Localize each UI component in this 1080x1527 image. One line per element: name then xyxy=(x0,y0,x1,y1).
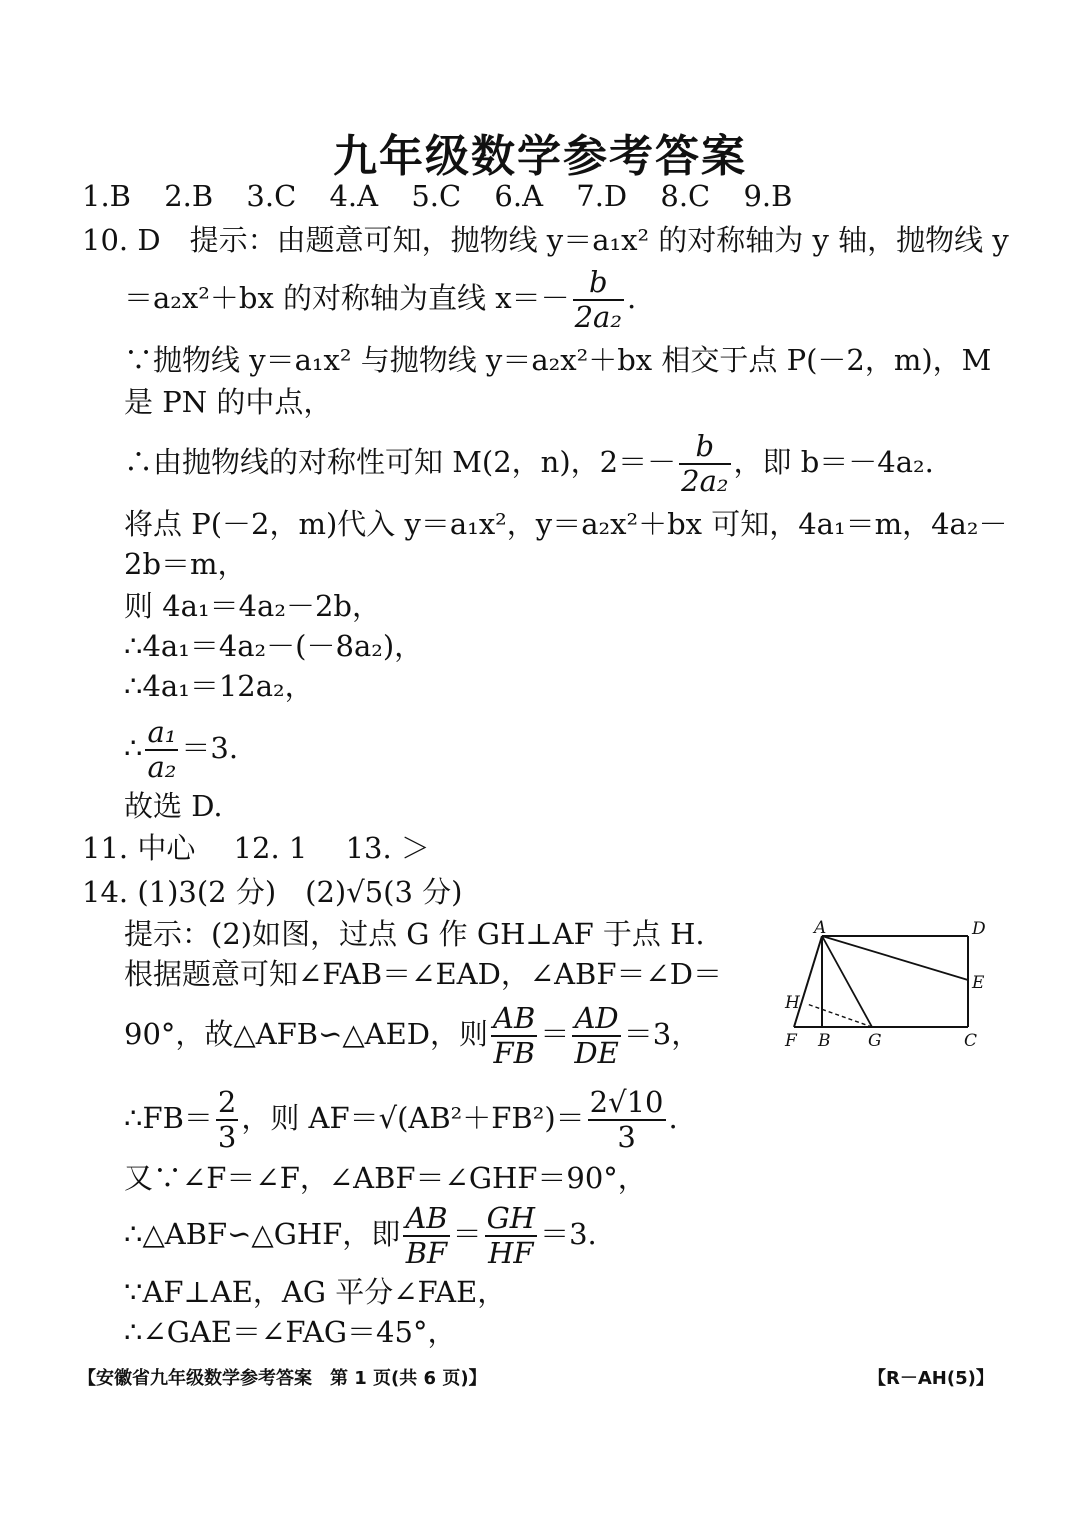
label-E: E xyxy=(972,973,985,993)
footer-right: 【R－AH(5)】 xyxy=(868,1368,994,1389)
answers-11-13: 11. 中心 12. 1 13. ＞ xyxy=(82,831,430,865)
answer-item: 6.A xyxy=(494,179,544,213)
q14-line: ∵AF⊥AE，AG 平分∠FAE， xyxy=(124,1275,507,1309)
answers-1-9 xyxy=(82,179,816,213)
label-G: G xyxy=(868,1031,882,1051)
segment-AF xyxy=(794,936,822,1027)
q14-line: ∴∠GAE＝∠FAG＝45°， xyxy=(124,1315,457,1349)
q10-line: 将点 P(－2，m)代入 y＝a₁x²，y＝a₂x²＋bx 可知，4a₁＝m，4a₂－ xyxy=(124,507,1008,541)
q10-line: 是 PN 的中点， xyxy=(124,385,333,419)
fraction: $\frac{AB}{FB}$ xyxy=(493,1001,536,1070)
fraction: $\frac{2√10}{3}$ xyxy=(589,1085,664,1154)
answer-item: 1.B xyxy=(82,179,131,213)
label-H: H xyxy=(785,993,800,1013)
q14-line: 90°，故△AFB∽△AED，则 $\frac{AB}{FB}$ ＝ $\frac{AD}{DE}$ ＝3， xyxy=(124,1001,701,1070)
q14-line: ∴△ABF∽△GHF，即 $\frac{AB}{BF}$ ＝ $\frac{GH}{HF}$ ＝3. xyxy=(124,1201,597,1270)
q10-line: ∴4a₁＝4a₂－(－8a₂)， xyxy=(124,629,424,663)
label-D: D xyxy=(972,919,986,939)
q10-line: ＝a₂x²＋bx 的对称轴为直线 x＝－ $\frac{b}{\text{2a₂}}$ . xyxy=(124,265,637,334)
q10-line: ∴4a₁＝12a₂， xyxy=(124,669,314,703)
answer-item: 9.B xyxy=(743,179,793,213)
fraction: $\frac{\text{a₁}}{\text{a₂}}$ xyxy=(147,715,177,784)
footer-left: 【安徽省九年级数学参考答案 第 1 页(共 6 页)】 xyxy=(78,1368,487,1389)
answer-item: 2.B xyxy=(164,179,214,213)
q10-line: 则 4a₁＝4a₂－2b， xyxy=(124,589,381,623)
label-A: A xyxy=(814,918,827,938)
q14-line: ∴FB＝ $\frac{2}{3}$ ，则 AF＝√(AB²＋FB²)＝ $\frac{2√10}{3}$ . xyxy=(124,1085,678,1154)
page-title: 九年级数学参考答案 xyxy=(333,131,747,182)
answer-item: 4.A xyxy=(329,179,379,213)
q10-line: ∴由抛物线的对称性可知 M(2，n)，2＝－ $\frac{b}{\text{2a₂}}$ ，即 b＝－4a₂. xyxy=(124,429,934,498)
fraction: $\frac{b}{\text{2a₂}}$ xyxy=(574,265,622,334)
q14-line: 14. (1)3(2 分) (2)√5(3 分) xyxy=(82,875,463,909)
label-F: F xyxy=(785,1031,797,1051)
q10-line: 2b＝m， xyxy=(124,547,247,581)
fraction: $\frac{2}{3}$ xyxy=(217,1085,237,1154)
fraction: $\frac{AB}{BF}$ xyxy=(405,1201,448,1270)
fraction: $\frac{GH}{HF}$ xyxy=(486,1201,536,1270)
q10-line: ∴ $\frac{\text{a₁}}{\text{a₂}}$ ＝3. xyxy=(124,715,239,784)
answer-item: 5.C xyxy=(411,179,462,213)
q10-line: 故选 D. xyxy=(124,789,223,823)
q14-line: 又∵∠F＝∠F，∠ABF＝∠GHF＝90°， xyxy=(124,1161,647,1195)
label-B: B xyxy=(818,1031,831,1051)
answer-item: 8.C xyxy=(660,179,711,213)
fraction: $\frac{b}{\text{2a₂}}$ xyxy=(681,429,729,498)
label-C: C xyxy=(964,1031,978,1051)
q10-line: ∵抛物线 y＝a₁x² 与抛物线 y＝a₂x²＋bx 相交于点 P(－2，m)，M xyxy=(124,343,992,377)
q10-line: 10. D 提示：由题意可知，抛物线 y＝a₁x² 的对称轴为 y 轴，抛物线 y xyxy=(82,223,1009,257)
segment-AE xyxy=(822,936,968,980)
answer-item: 7.D xyxy=(576,179,628,213)
answer-item: 3.C xyxy=(246,179,297,213)
fraction: $\frac{AD}{DE}$ xyxy=(574,1001,619,1070)
q14-line: 提示：(2)如图，过点 G 作 GH⊥AF 于点 H. xyxy=(124,917,705,951)
geometry-figure xyxy=(776,912,996,1062)
q14-line: 根据题意可知∠FAB＝∠EAD，∠ABF＝∠D＝ xyxy=(124,957,723,991)
